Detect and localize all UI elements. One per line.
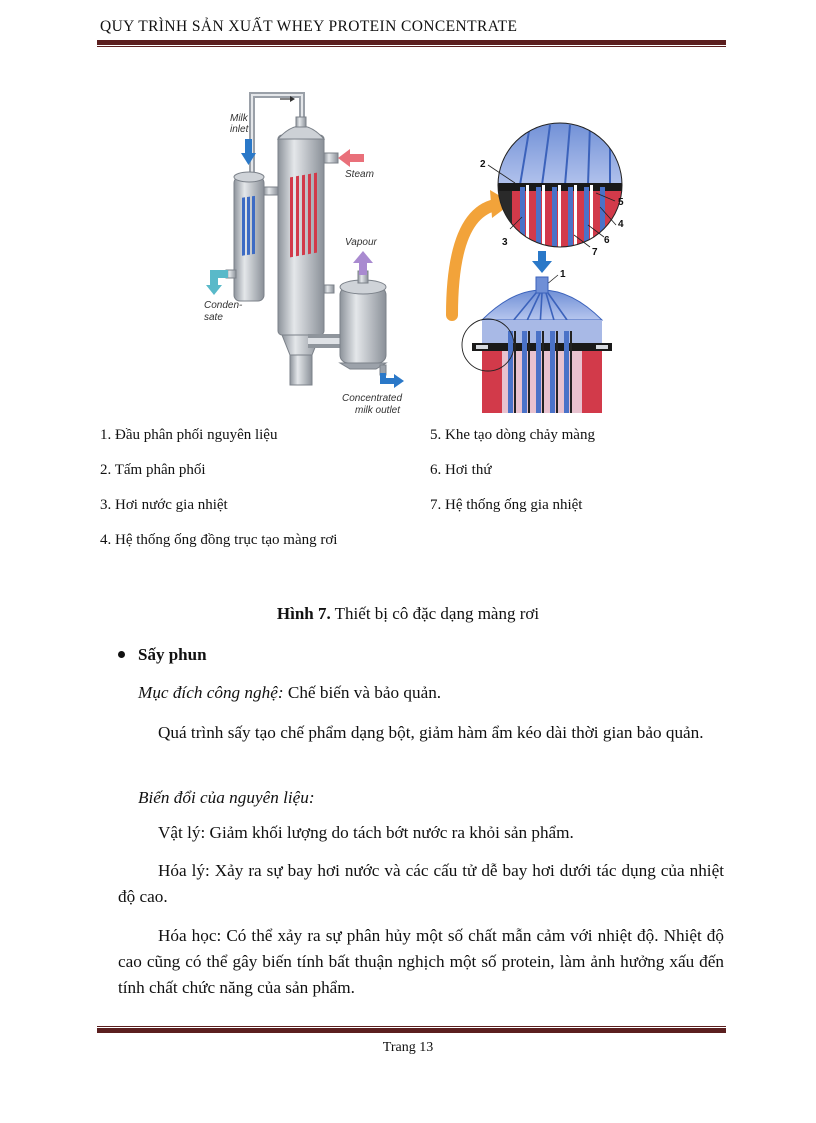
marker-3: 3 <box>502 237 508 248</box>
page-header-title: QUY TRÌNH SẢN XUẤT WHEY PROTEIN CONCENTRATE <box>100 18 518 35</box>
zoom-arrow-icon <box>452 205 495 315</box>
caption-label: Hình 7. <box>276 604 331 623</box>
legend-item-6: 6. Hơi thứ <box>430 462 492 478</box>
legend-item-4: 4. Hệ thống ống đồng trục tạo màng rơi <box>100 532 338 548</box>
concentrated-milk-outlet-label: Concentrated milk outlet <box>342 393 403 416</box>
footer-rule <box>97 1026 726 1033</box>
vapour-label: Vapour <box>345 237 377 248</box>
marker-4: 4 <box>618 219 624 230</box>
legend-item-7: 7. Hệ thống ống gia nhiệt <box>430 497 583 513</box>
changes-label: Biến đổi của nguyên liệu: <box>138 788 315 807</box>
figure-caption <box>0 604 816 624</box>
marker-5: 5 <box>618 197 624 208</box>
purpose-text: Chế biến và bảo quản. <box>283 683 442 702</box>
marker-2: 2 <box>480 159 486 170</box>
bullet-icon <box>118 651 125 658</box>
distributor-detail-zoom <box>480 120 630 258</box>
purpose-line <box>138 680 724 706</box>
steam-label: Steam <box>345 169 374 180</box>
milk-inlet-label: Milk inlet <box>230 113 249 135</box>
paragraph-chemical: Hóa học: Có thể xảy ra sự phân hủy một số chất mẫn cảm với nhiệt độ. Nhiệt độ cao cũng có thể gây biến tính bất thuận nghịch một số protein, làm ảnh hưởng xấu đến tính chất chức năng của sản phẩm. <box>118 926 724 997</box>
header-rule <box>97 40 726 47</box>
falling-film-evaporator-figure <box>190 65 638 417</box>
marker-1: 1 <box>560 269 566 280</box>
legend-item-2: 2. Tấm phân phối <box>100 462 206 478</box>
section-heading <box>118 645 207 665</box>
purpose-label: Mục đích công nghệ: <box>138 683 284 702</box>
legend-item-3: 3. Hơi nước gia nhiệt <box>100 497 228 513</box>
marker-6: 6 <box>604 235 610 246</box>
paragraph-physical: Vật lý: Giảm khối lượng do tách bớt nước ra khỏi sản phẩm. <box>158 823 574 842</box>
marker-7: 7 <box>592 247 598 258</box>
paragraph-drying: Quá trình sấy tạo chế phẩm dạng bột, giảm hàm ẩm kéo dài thời gian bảo quản. <box>158 723 704 742</box>
evaporator-diagram <box>204 95 405 416</box>
legend-item-1: 1. Đầu phân phối nguyên liệu <box>100 427 278 443</box>
condensate-label: Conden- sate <box>204 300 243 323</box>
page-number: Trang 13 <box>382 1040 434 1055</box>
legend-item-5: 5. Khe tạo dòng chảy màng <box>430 427 595 443</box>
paragraph-physchem: Hóa lý: Xảy ra sự bay hơi nước và các cấu tử dễ bay hơi dưới tác dụng của nhiệt độ cao. <box>118 861 724 906</box>
caption-text: Thiết bị cô đặc dạng màng rơi <box>330 604 540 623</box>
section-heading-text: Sấy phun <box>138 645 207 664</box>
distributor-head-cutaway <box>462 251 612 413</box>
